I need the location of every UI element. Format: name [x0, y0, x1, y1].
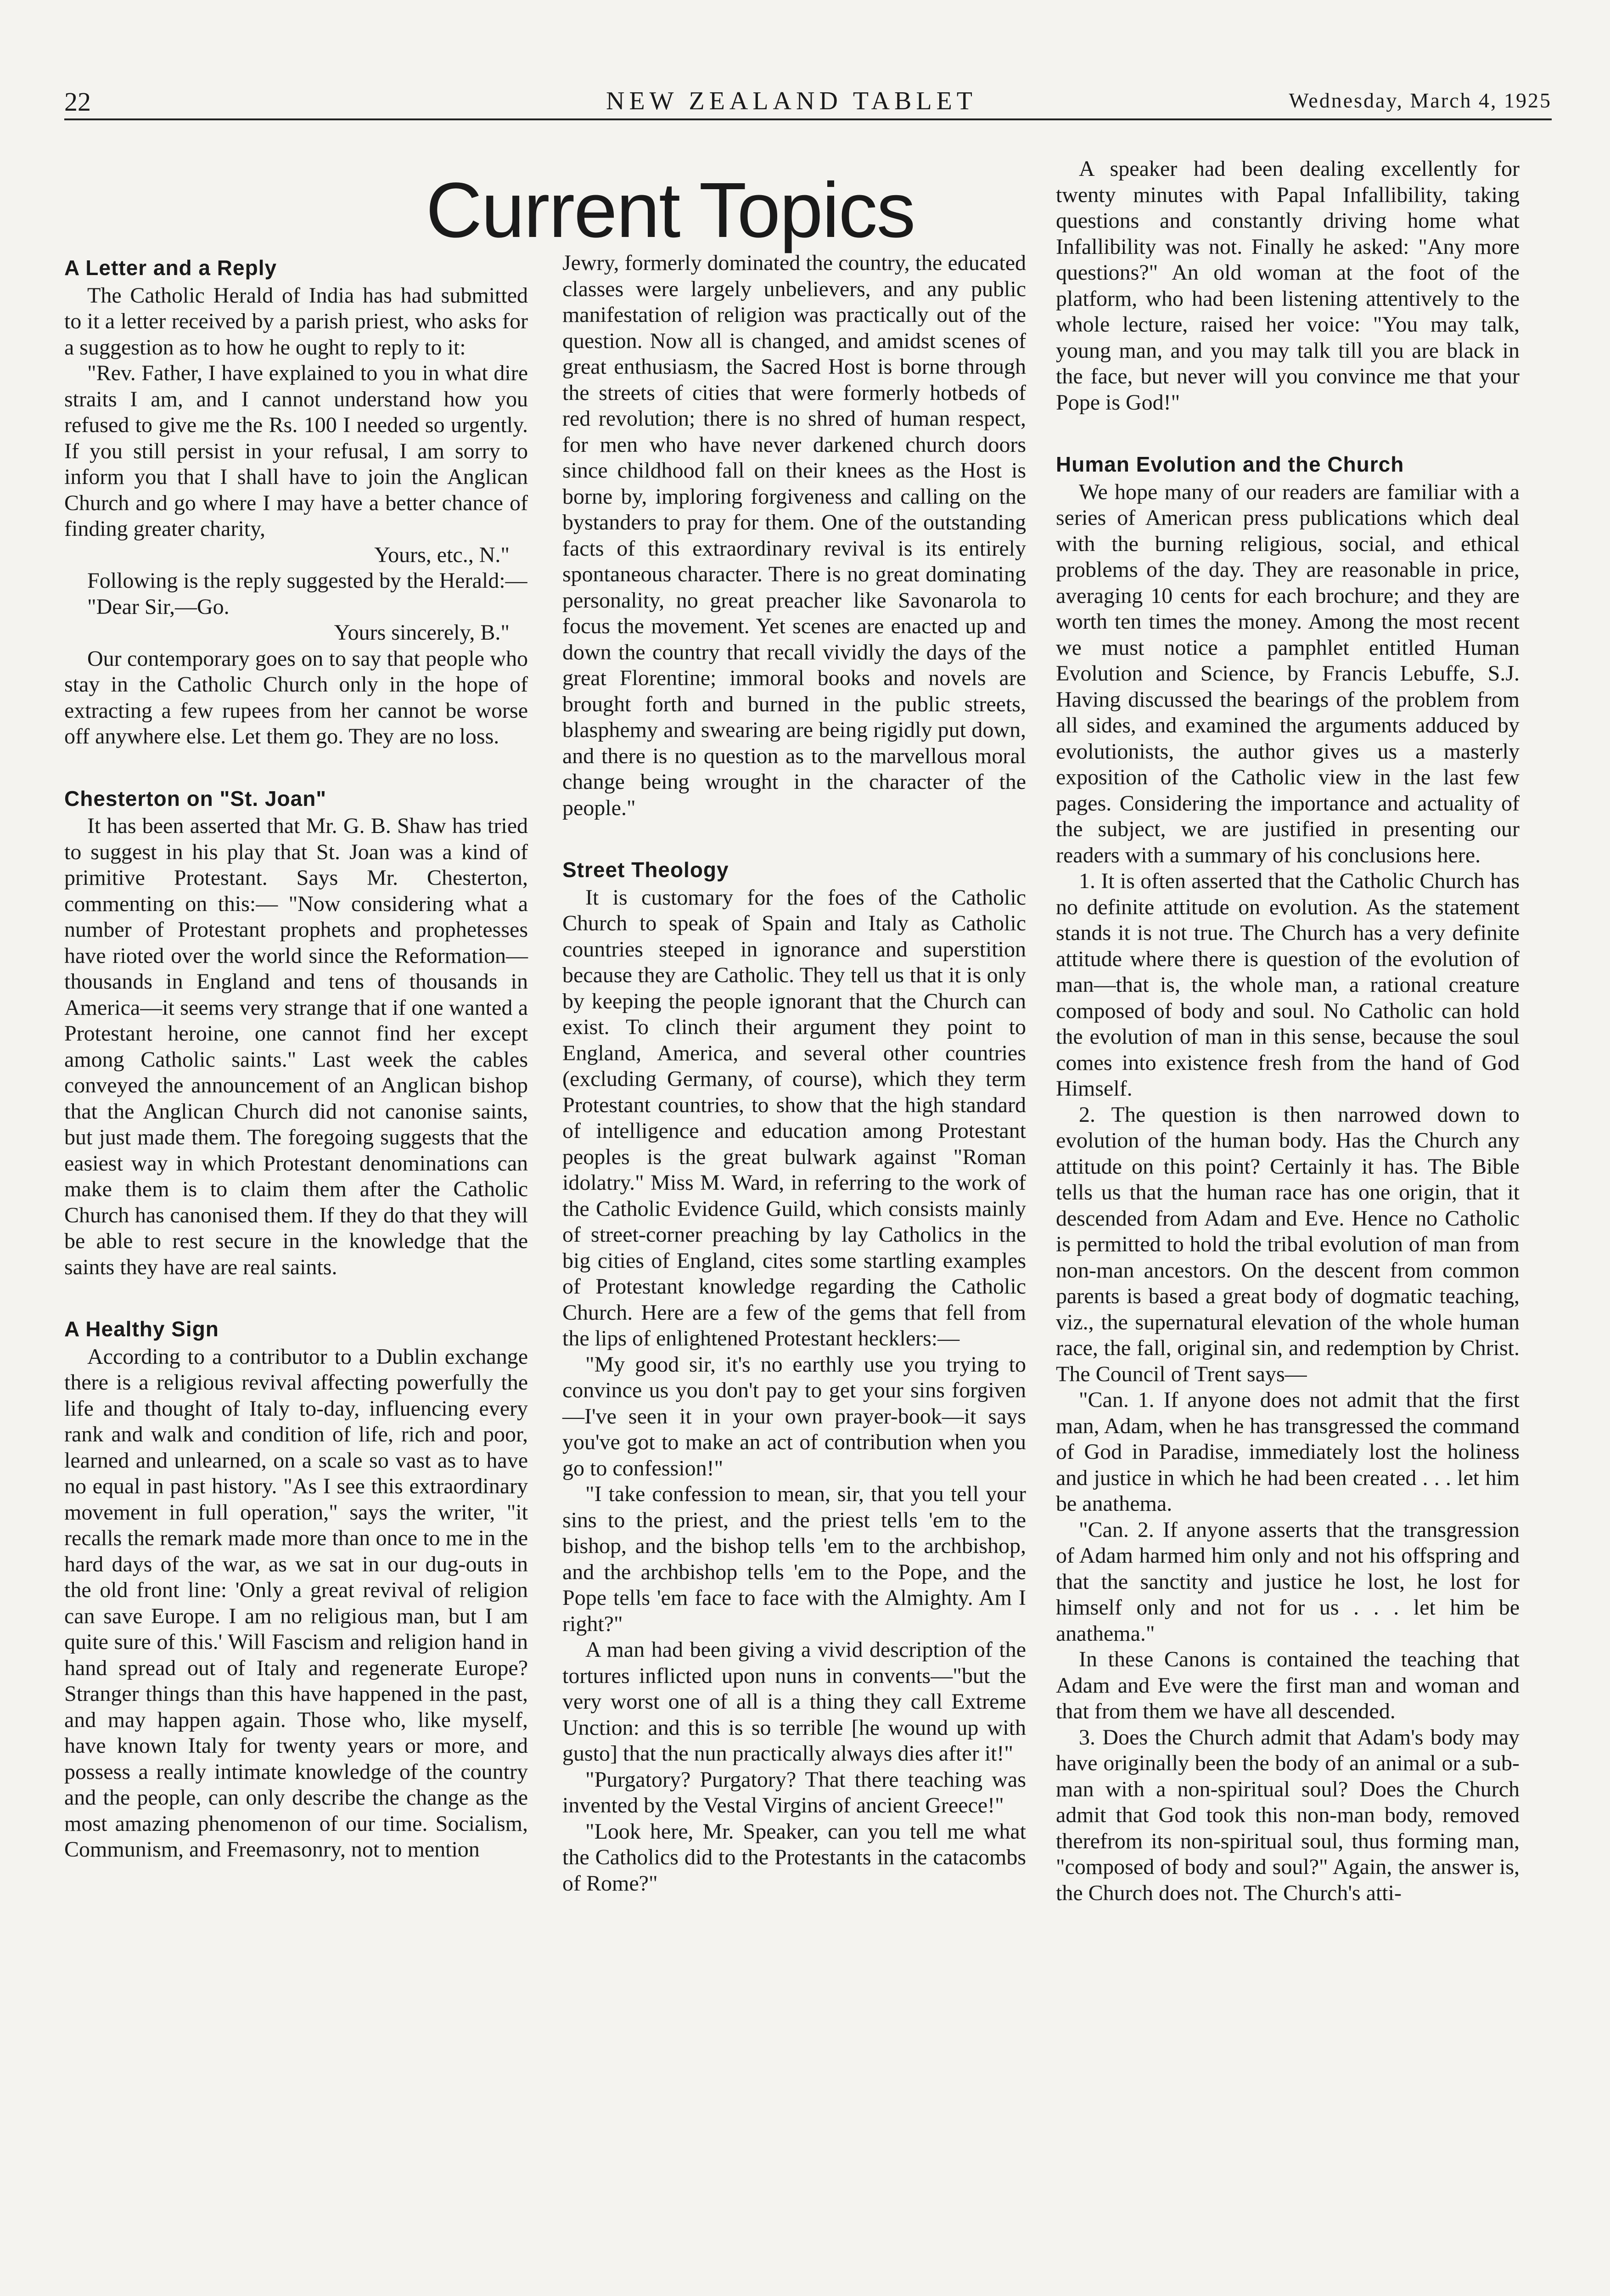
paragraph: "I take confession to mean, sir, that you tell your sins to the priest, and the priest tells 'em to the bishop, and the bishop tells 'em to the archbishop, and the archbishop tells 'em to the Pope, and the Pope tells 'em face to face with the Almighty. Am I right?"	[562, 1482, 1026, 1636]
paragraph: "Look here, Mr. Speaker, can you tell me what the Catholics did to the Protestants in the catacombs of Rome?"	[562, 1819, 1026, 1896]
column-3	[1056, 156, 1520, 1906]
article-heading-street-theology: Street Theology	[562, 858, 729, 882]
paragraph: Jewry, formerly dominated the country, the educated classes were largely unbelievers, and any public manifestation of religion was practically out of the question. Now all is changed, and amidst scenes of great enthusiasm, the Sacred Host is borne through the streets of cities that were formerly hotbeds of red revolution; there is no shred of human respect, for men who have never darkened church doors since childhood fall on their knees as the Host is borne by, imploring forgiveness and calling on the bystanders to pray for them. One of the outstanding facts of this extraordinary revival is its entirely spontaneous character. There is no great dominating personality, no great preacher like Savonarola to focus the movement. Yet scenes are enacted up and down the country that recall vividly the days of the great Florentine; immoral books and novels are brought forth and burned in the public streets, blasphemy and swearing are being rigidly put down, and there is no question as to the marvellous moral change being wrought in the character of the people."	[562, 251, 1026, 820]
paragraph: A speaker had been dealing excellently for twenty minutes with Papal Infallibility, taking questions and constantly driving home what Infallibility was not. Finally he asked: "Any more questions?" An old woman at the foot of the platform, who had been listening attentively to the whole lecture, raised her voice: "You may talk, young man, and you may talk till you are black in the face, but never will you convince me that your Pope is God!"	[1056, 157, 1520, 415]
paragraph: "Rev. Father, I have explained to you in what dire straits I am, and I cannot understand how you refused to give me the Rs. 100 I needed so urgently. If you still persist in your refusal, I am sorry to inform you that I shall have to join the Anglican Church and go where I may have a better chance of finding greater charity,	[64, 361, 528, 541]
column-1	[64, 255, 528, 1863]
article-heading-chesterton: Chesterton on "St. Joan"	[64, 786, 327, 810]
article-heading-evolution: Human Evolution and the Church	[1056, 452, 1404, 476]
paragraph: "Dear Sir,—Go.	[87, 594, 230, 619]
paragraph: "Purgatory? Purgatory? That there teaching was invented by the Vestal Virgins of ancient Greece!"	[562, 1767, 1026, 1818]
page-header	[64, 83, 1552, 119]
paragraph: We hope many of our readers are familiar with a series of American press publications which deal with the burning religious, social, and ethical problems of the day. They are reasonable in price, averaging 10 cents for each brochure; and they are worth ten times the money. Among the most recent we must notice a pamphlet entitled Human Evolution and Science, by Francis Lebuffe, S.J. Having discussed the bearings of the problem from all sides, and examined the arguments adduced by evolutionists, the author gives us a masterly exposition of the Catholic view in the last few pages. Considering the importance and actuality of the subject, we are justified in presenting our readers with a summary of his conclusions here.	[1056, 479, 1520, 867]
paragraph: Following is the reply suggested by the Herald:—	[87, 568, 527, 593]
paragraph: In these Canons is contained the teaching that Adam and Eve were the first man and woman and that from them we have all descended.	[1056, 1647, 1520, 1723]
paragraph: The Catholic Herald of India has had submitted to it a letter received by a parish priest, who asks for a suggestion as to how he ought to reply to it:	[64, 283, 528, 360]
signature: Yours sincerely, B."	[334, 620, 510, 645]
header-rule	[64, 118, 1552, 120]
paragraph: It has been asserted that Mr. G. B. Shaw has tried to suggest in his play that St. Joan was a kind of primitive Protestant. Says Mr. Chesterton, commenting on this:— "Now considering what a number of Protestant prophets and prophetesses have rioted over the world since the Reformation—thousands in England and tens of thousands in America—it seems very strange that if one wanted a Protestant heroine, one cannot find her except among Catholic saints." Last week the cables conveyed the announcement of an Anglican bishop that the Anglican Church did not canonise saints, but just made them. The foregoing suggests that the easiest way in which Protestant denominations can make them is to claim them after the Catholic Church has canonised them. If they do that they will be able to rest secure in the knowledge that the saints they have are real saints.	[64, 814, 528, 1279]
article-heading-letter: A Letter and a Reply	[64, 256, 277, 280]
paragraph: Our contemporary goes on to say that people who stay in the Catholic Church only in the hope of extracting a few rupees from her cannot be worse off anywhere else. Let them go. They are no loss.	[64, 646, 528, 748]
paragraph: According to a contributor to a Dublin exchange there is a religious revival affecting powerfully the life and thought of Italy to-day, influencing every rank and walk and condition of life, rich and poor, learned and unlearned, on a scale so vast as to have no equal in past history. "As I see this extraordinary movement in full operation," says the writer, "it recalls the remark made more than once to me in the hard days of the war, as we sat in our dug-outs in the old front line: 'Only a great revival of religion can save Europe. I am no religious man, but I am quite sure of this.' Will Fascism and religion hand in hand spread out of Italy and regenerate Europe? Stranger things than this have happened in the past, and may happen again. Those who, like myself, have known Italy for twenty years or more, and possess a really intimate knowledge of the country and the people, can only describe the change as the most amazing phenomenon of our time. Socialism, Communism, and Freemasonry, not to mention	[64, 1344, 528, 1862]
article-heading-healthy-sign: A Healthy Sign	[64, 1317, 219, 1341]
signature: Yours, etc., N."	[374, 542, 510, 567]
paragraph: 1. It is often asserted that the Catholic Church has no definite attitude on evolution. As the statement stands it is not true. The Church has a very definite attitude where there is question of the evolution of man—that is, the whole man, a rational creature composed of body and soul. No Catholic can hold the evolution of man in this sense, because the soul comes into existence fresh from the hand of God Himself.	[1056, 869, 1520, 1101]
paragraph: "My good sir, it's no earthly use you trying to convince us you don't pay to get your sins forgiven—I've seen it in your own prayer-book—it says you've got to make an act of contribution when you go to confession!"	[562, 1352, 1026, 1480]
masthead: NEW ZEALAND TABLET	[606, 87, 977, 115]
column-2	[562, 250, 1026, 1896]
paragraph: A man had been giving a vivid description of the tortures inflicted upon nuns in convents—"but the very worst one of all is a thing they call Extreme Unction: and this is so terrible [he wound up with gusto] that the nun practically always dies after it!"	[562, 1638, 1026, 1766]
paragraph: "Can. 1. If anyone does not admit that the first man, Adam, when he has transgressed the command of God in Paradise, immediately lost the holiness and justice in which he had been created . . . let him be anathema.	[1056, 1388, 1520, 1516]
paragraph: 2. The question is then narrowed down to evolution of the human body. Has the Church any attitude on this point? Certainly it has. The Bible tells us that the human race has one origin, that it descended from Adam and Eve. Hence no Catholic is permitted to hold the tribal evolution of man from non-man ancestors. On the descent from common parents is based a great body of dogmatic teaching, viz., the supernatural elevation of the whole human race, the fall, original sin, and redemption by Christ. The Council of Trent says—	[1056, 1102, 1520, 1386]
paragraph: "Can. 2. If anyone asserts that the transgression of Adam harmed him only and not his offspring and that the sanctity and justice he lost, he lost for himself only and not for us . . . let him be anathema."	[1056, 1517, 1520, 1646]
section-title: Current Topics	[426, 167, 915, 254]
paragraph: It is customary for the foes of the Catholic Church to speak of Spain and Italy as Catholic countries steeped in ignorance and superstition because they are Catholic. They tell us that it is only by keeping the people ignorant that the Church can exist. To clinch their argument they point to England, America, and several other countries (excluding Germany, of course), which they term Protestant countries, to show that the high standard of intelligence and education among Protestant peoples is the great bulwark against "Roman idolatry." Miss M. Ward, in referring to the work of the Catholic Evidence Guild, which consists mainly of street-corner preaching by lay Catholics in the big cities of England, cites some startling examples of Protestant knowledge regarding the Catholic Church. Here are a few of the gems that fell from the lips of enlightened Protestant hecklers:—	[562, 885, 1026, 1351]
issue-date: Wednesday, March 4, 1925	[1289, 89, 1552, 112]
page-number: 22	[64, 87, 91, 117]
paragraph: 3. Does the Church admit that Adam's body may have originally been the body of an animal or a sub-man with a non-spiritual soul? Does the Church admit that God took this non-man body, removed therefrom its non-spiritual soul, thus forming man, "composed of body and soul?" Again, the answer is, the Church does not. The Church's atti-	[1056, 1725, 1520, 1905]
